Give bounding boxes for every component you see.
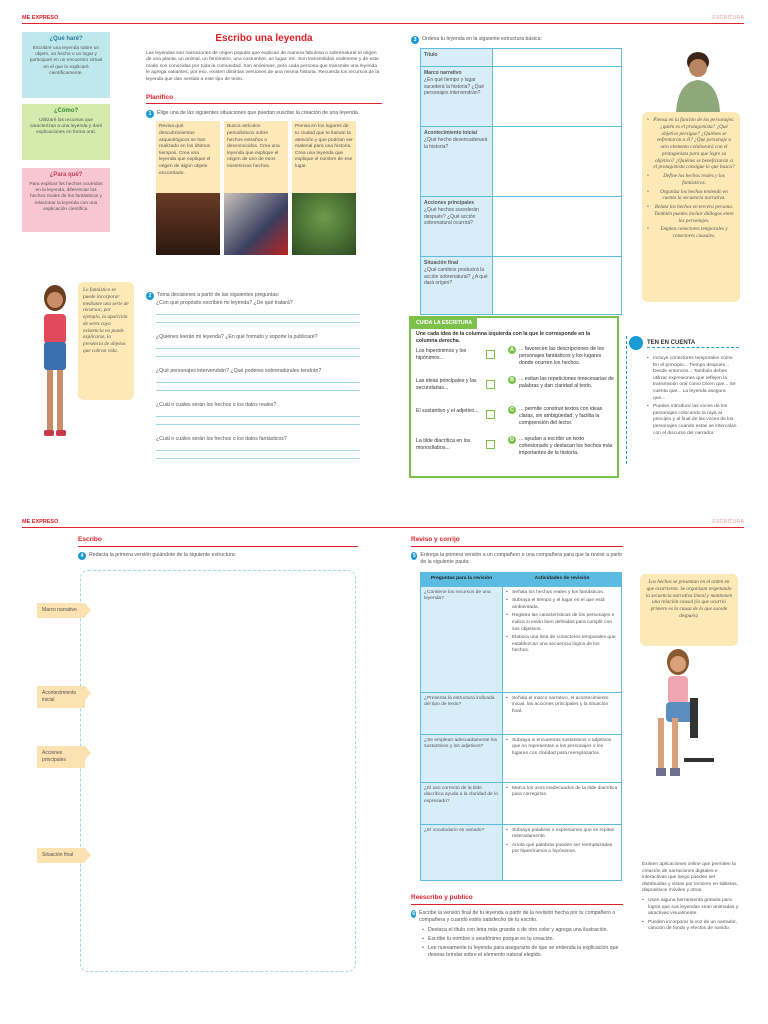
archaeology-photo xyxy=(156,193,220,255)
page-header-2 xyxy=(22,518,744,528)
boy-illustration xyxy=(670,48,726,112)
table-row xyxy=(421,734,622,782)
answer-line[interactable] xyxy=(156,307,360,315)
step-number-icon: 1 xyxy=(146,110,154,118)
match-right-item xyxy=(508,376,614,406)
column-header: Actividades de revisión xyxy=(503,573,622,587)
match-answer-box[interactable] xyxy=(486,410,495,419)
question-cell: ¿Se emplean adecuadamente los sustantivos y los adjetivos? xyxy=(421,734,503,782)
table-row xyxy=(421,257,622,315)
match-boxes xyxy=(486,350,496,449)
row-title: Acontecimiento inicial xyxy=(424,130,478,136)
activity-item: • Marca los usos inadecuados de la tilde diacrítica para corregirlos. xyxy=(506,786,618,799)
banner-para-que xyxy=(22,168,110,232)
question-cell: ¿Presenta la estructura indicada del tipo de texto? xyxy=(421,692,503,734)
answer-line[interactable] xyxy=(156,383,360,391)
activity-item: • Subraya si encuentras sustantivos o adjetivos que no representan a los personajes o los lugares con claridad para reemplazarlos. xyxy=(506,738,618,758)
table-row xyxy=(421,586,622,692)
question-block xyxy=(156,402,360,436)
letter-badge: C xyxy=(508,406,516,414)
answer-line[interactable] xyxy=(156,409,360,417)
page-title: Escribo una leyenda xyxy=(215,33,313,44)
activity-item: • Señala los hechos reales y los fantásticos. xyxy=(506,590,618,597)
step-3 xyxy=(411,36,623,44)
tip-item: • Relata los hechos en tercera persona. También puedes incluir diálogos entre los personajes. xyxy=(647,204,735,224)
match-right-item xyxy=(508,406,614,436)
girl2-speech-note: Los hechos se presentan en el orden en que ocurrieron. Se organizan respetando la secuencia narrativa lineal y mantienen una relación causal (lo que ocurrió primero es la causa de lo que sucede después). xyxy=(640,574,738,646)
match-answer-box[interactable] xyxy=(486,380,495,389)
banner-title: ¿Para qué? xyxy=(49,172,83,178)
row-text: ¿Qué hecho desencadenará la historia? xyxy=(424,136,488,150)
cuida-instructions: Une cada idea de la columna izquierda con la que le corresponde en la columna derecha. xyxy=(416,331,591,345)
ten-item: • Incluye conectores temporales como En el principio... Tiempo después... Desde entonces... También debes utilizar expresiones que reflejen la transmisión oral como Dicen que... Se cuenta que... La leyenda asegura que... xyxy=(647,356,739,402)
match-left-item: La tilde diacrítica en los monosílabos... xyxy=(416,438,471,452)
match-left-column xyxy=(416,348,482,468)
newspaper-photo xyxy=(224,193,288,255)
tip-item: • Define los hechos reales y los fantásticos. xyxy=(647,173,735,187)
answer-line[interactable] xyxy=(156,315,360,323)
answer-cell[interactable] xyxy=(493,67,622,127)
step-2 xyxy=(146,292,360,470)
intro-paragraph: Las leyendas son narraciones de origen popular que explican de manera fabulosa o sobrenatural el origen de una planta, un animal, un fenómeno, una costumbre, un lugar, etc. Son transmitidas oralmente y de este modo son conocidas por toda la comunidad. Son anónimas, pero cada persona que transmite una leyenda le agrega variantes; por eso, existen distintas versiones de una misma historia. Recuerda los recursos de la leyenda que dan sentido a este tipo de texto. xyxy=(146,50,380,82)
match-left-item: Los hiperónimos y los hipónimos... xyxy=(416,348,482,378)
activity-item: • Señala el marco narrativo, el acontecimiento inicial, las acciones principales y la situación final. xyxy=(506,696,618,716)
row-title: Título xyxy=(421,49,493,67)
reescribo-heading: Reescribo y publico xyxy=(411,894,623,905)
question-text: ¿Cuál o cuáles serán los hechos o los datos reales? xyxy=(156,402,277,408)
step-4 xyxy=(78,552,358,560)
answer-cell[interactable] xyxy=(493,197,622,257)
letter-badge: D xyxy=(508,436,516,444)
apps-item: • Pueden incorporar la voz de un narrador, canción de fondo y efectos de sonido. xyxy=(642,920,740,933)
girl-illustration xyxy=(30,280,80,452)
step-1-text: Elige una de las siguientes situaciones que puedan suscitar la creación de una leyenda. xyxy=(157,110,360,117)
section-label: ME EXPRESO xyxy=(22,519,59,525)
question-cell: ¿Contiene los recursos de una leyenda? xyxy=(421,586,503,692)
boy-tips xyxy=(642,112,740,302)
activity-item: • Subraya el tiempo y el lugar en el que está ambientada. xyxy=(506,598,618,611)
table-row xyxy=(421,49,622,67)
answer-cell[interactable] xyxy=(493,49,622,67)
column-header: Preguntas para la revisión xyxy=(421,573,503,587)
lightbulb-icon xyxy=(629,336,643,350)
row-text: ¿Qué hechos sucederán después? ¿Qué acción sobrenatural ocurrirá? xyxy=(424,206,479,227)
table-row xyxy=(421,692,622,734)
category-label: ESCRITURA xyxy=(712,15,744,21)
reviso-heading: Reviso y corrijo xyxy=(411,536,623,547)
ten-item: • Puedes introducir las voces de los personajes colocando la raya al principio y al final de las voces de los personajes cuando estas se intercalan con el discurso del narrador. xyxy=(647,404,739,437)
option-text: Busca artículos periodísticos sobre hechos extraños o desconocidos. Crea una leyenda que explique el origen de uno de esos misteriosos hechos. xyxy=(224,121,288,193)
tree-photo xyxy=(292,193,356,255)
question-block xyxy=(156,368,360,402)
question-block xyxy=(156,436,360,470)
tip-item: • Piensa en la función de los personajes: ¿quién es el protagonista? ¿Qué objetivo persigue? ¿Quiénes se enfrentarán a él? ¿Qué personaje u otro elemento colaborará con el protagonista para que logre su objetivo? ¿Quiénes se beneficiarán si el protagonista consigue lo que busca? xyxy=(647,117,735,171)
match-left-item: Las ideas principales y las secundarias... xyxy=(416,378,477,392)
final-item: • Destaca el título con letra más grande o de otro color y agrega una ilustración. xyxy=(422,927,623,934)
row-title: Marco narrativo xyxy=(424,70,462,76)
match-answer-box[interactable] xyxy=(486,440,495,449)
match-right-text: ... permite construir textos con ideas claras, sin ambigüedad, y facilita la comprensión del lector. xyxy=(519,406,603,427)
question-block xyxy=(156,300,360,334)
table-row xyxy=(421,67,622,127)
option-cards xyxy=(156,121,382,255)
final-item: • Lee nuevamente tu leyenda para asegurarte de que se entienda la explicación que deseas brindar sobre el elemento natural elegido. xyxy=(422,945,623,959)
revision-table xyxy=(420,572,622,881)
structure-table xyxy=(420,48,622,315)
step-2-text: Toma decisiones a partir de las siguientes preguntas: xyxy=(157,292,280,298)
table-row xyxy=(421,197,622,257)
step-number-icon: 3 xyxy=(411,36,419,44)
planifico-heading: Planifico xyxy=(146,94,382,105)
cuida-label: CUIDA LA ESCRITURA xyxy=(411,318,477,329)
step-number-icon: 6 xyxy=(412,910,415,917)
banner-text: Utilizaré los recursos que caracterizan a una leyenda y daré explicaciones en forma oral. xyxy=(29,117,103,136)
letter-badge: B xyxy=(508,376,516,384)
row-text: ¿En qué tiempo y lugar sucederá la historia? ¿Qué personajes intervendrán? xyxy=(424,76,485,97)
answer-cell[interactable] xyxy=(493,127,622,197)
option-text: Revisa qué descubrimientos arqueológicos se han realizado en los últimos tiempos. Crea una leyenda que explique el origen de algún objeto encontrado. xyxy=(156,121,220,193)
question-text: ¿Con qué propósito escribiré mi leyenda? ¿De qué tratará? xyxy=(156,300,293,306)
match-right-text: ... evitan las repeticiones innecesarias de palabras y dan claridad al texto. xyxy=(519,376,614,390)
apps-text: Existen aplicaciones online que permiten la creación de narraciones digitales e interactivas que luego pueden ser distribuidas y vistas por lectores en tabletas, dispositivos móviles y otros. xyxy=(642,862,738,894)
step-6-text: Escribe la versión final de tu leyenda a partir de la revisión hecha por tu compañero o compañera y cuando estés satisfecho de tu escrito. xyxy=(419,909,616,923)
row-title: Situación final xyxy=(424,260,459,266)
table-row xyxy=(421,782,622,824)
step-number-icon: 4 xyxy=(78,552,86,560)
match-right-item xyxy=(508,346,614,376)
banner-como xyxy=(22,104,110,160)
match-left-item: El sustantivo y el adjetivo... xyxy=(416,408,479,414)
step-1 xyxy=(146,110,382,118)
structure-tag: Situación final xyxy=(37,848,85,863)
letter-badge: A xyxy=(508,346,516,354)
banner-text: Para explicar los hechos ocurridos en la leyenda, diferenciar los hechos reales de los fantásticos y relacionar la leyenda con una explicación científica. xyxy=(29,181,103,212)
match-right-text: ... favorecen las descripciones de los personajes fantásticos y los lugares donde ocurren los hechos. xyxy=(519,346,605,367)
escribo-heading: Escribo xyxy=(78,536,358,547)
ten-title: TEN EN CUENTA xyxy=(647,339,739,348)
activity-item: • Anota qué palabras pueden ser reemplazadas por hiperónimos o hipónimos. xyxy=(506,843,618,856)
ten-en-cuenta-box xyxy=(626,336,742,464)
step-number-icon: 5 xyxy=(412,552,416,559)
step-number-icon: 2 xyxy=(146,292,154,300)
writing-area[interactable] xyxy=(80,570,356,972)
question-text: ¿Cuál o cuáles serán los hechos o los datos fantásticos? xyxy=(156,436,287,442)
answer-line[interactable] xyxy=(156,349,360,357)
option-card[interactable] xyxy=(292,121,356,255)
match-answer-box[interactable] xyxy=(486,350,495,359)
option-text: Piensa en los lugares de tu ciudad que te llaman la atención y que podrían ser material para una historia. Crea una leyenda que explique el nombre de ese lugar. xyxy=(292,121,356,193)
option-card[interactable] xyxy=(156,121,220,255)
page-header-1 xyxy=(22,14,744,24)
step-3-text: Ordena tu leyenda en la siguiente estructura básica: xyxy=(422,36,542,42)
table-row xyxy=(421,127,622,197)
category-label: ESCRITURA xyxy=(712,519,744,525)
row-title: Acciones principales xyxy=(424,200,475,206)
table-header-row xyxy=(421,573,622,587)
banner-title: ¿Cómo? xyxy=(53,108,79,114)
seated-girl-illustration xyxy=(650,648,720,788)
structure-tag: Marco narrativo xyxy=(37,603,85,618)
answer-line[interactable] xyxy=(156,375,360,383)
activity-item: • Registra las características de los personajes e indica si están bien definidas para cumplir con sus objetivos. xyxy=(506,613,618,633)
banner-que-hare xyxy=(22,32,110,98)
option-card[interactable] xyxy=(224,121,288,255)
answer-line[interactable] xyxy=(156,443,360,451)
step-5 xyxy=(411,552,623,566)
table-row xyxy=(421,824,622,880)
step-5-text: Entrega la primera versión a un compañero o una compañera para que la revise a partir de la siguiente pauta: xyxy=(420,551,623,565)
girl-speech-note: Lo fantástico se puede incorporar mediante una serie de recursos; por ejemplo, la aparición de seres cuya existencia no puede explicarse, la presencia de objetos que cobran vida. xyxy=(78,282,134,400)
match-right-item xyxy=(508,436,614,466)
match-right-column xyxy=(508,346,614,466)
final-item: • Escribe tu nombre o seudónimo porque es tu creación. xyxy=(422,936,623,943)
step-4-text: Redacta la primera versión guiándote de la siguiente estructura: xyxy=(89,551,237,558)
tip-item: • Organiza los hechos teniendo en cuenta la secuencia narrativa. xyxy=(647,189,735,203)
question-text: ¿Qué personajes intervendrán? ¿Qué poderes sobrenaturales tendrán? xyxy=(156,368,322,374)
section-label: ME EXPRESO xyxy=(22,15,59,21)
tip-item: • Emplea conectores temporales y conectores causales. xyxy=(647,226,735,240)
answer-line[interactable] xyxy=(156,341,360,349)
banner-text: Escribiré una leyenda sobre un objeto, un hecho o un lugar y participaré en un encuentro virtual en el que lo explicaré científicamente. xyxy=(29,45,103,76)
question-text: ¿Quiénes leerán mi leyenda? ¿En qué formato y soporte la publicaré? xyxy=(156,334,318,340)
banner-title: ¿Qué haré? xyxy=(49,36,83,42)
answer-line[interactable] xyxy=(156,417,360,425)
match-right-text: ... ayudan a escribir un texto cohesionado y destacan los hechos más importantes de la historia. xyxy=(519,436,613,457)
question-cell: ¿El vocabulario es variado? xyxy=(421,824,503,880)
step-6 xyxy=(411,910,623,924)
answer-line[interactable] xyxy=(156,451,360,459)
activity-item: • Subraya palabras o expresiones que se repitan reiteradamente. xyxy=(506,828,618,841)
structure-tag: Acciones principales xyxy=(37,746,85,768)
answer-cell[interactable] xyxy=(493,257,622,315)
apps-item: • Usen alguna herramienta gratuita para lograr que sus leyendas sean animadas y atractivas visualmente. xyxy=(642,898,740,918)
structure-tag: Acontecimiento inicial xyxy=(37,686,85,708)
row-text: ¿Qué cambios producirá la acción sobrenatural? ¿A qué dará origen? xyxy=(424,266,488,287)
question-cell: ¿El uso correcto de la tilde diacrítica ayuda a la claridad de lo expresado? xyxy=(421,782,503,824)
activity-item: • Elabora una lista de conectores temporales que establezcan una secuencia lógica de los hechos. xyxy=(506,635,618,655)
question-block xyxy=(156,334,360,368)
